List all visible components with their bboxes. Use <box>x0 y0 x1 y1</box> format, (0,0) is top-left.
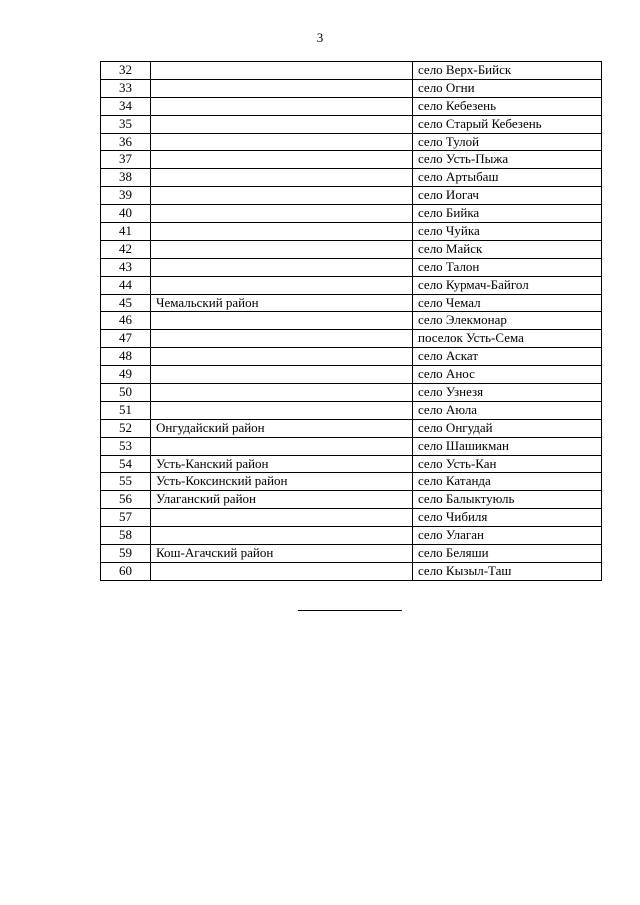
row-number-cell: 50 <box>101 384 151 402</box>
table-row <box>101 115 602 133</box>
table-row <box>101 205 602 223</box>
table-row <box>101 473 602 491</box>
settlement-cell: село Катанда <box>413 473 602 491</box>
table-row <box>101 169 602 187</box>
table-row <box>101 384 602 402</box>
row-number-cell: 51 <box>101 401 151 419</box>
table-row <box>101 133 602 151</box>
table-row <box>101 294 602 312</box>
row-number-cell: 34 <box>101 97 151 115</box>
district-cell <box>151 133 413 151</box>
settlement-cell: село Чемал <box>413 294 602 312</box>
row-number-cell: 38 <box>101 169 151 187</box>
table-row <box>101 97 602 115</box>
settlement-cell: село Онгудай <box>413 419 602 437</box>
settlement-cell: село Чибиля <box>413 509 602 527</box>
district-cell: Усть-Канский район <box>151 455 413 473</box>
settlement-cell: село Кебезень <box>413 97 602 115</box>
settlement-cell: село Майск <box>413 240 602 258</box>
settlements-table-body <box>101 62 602 581</box>
row-number-cell: 58 <box>101 527 151 545</box>
settlements-table <box>100 61 602 581</box>
district-cell <box>151 97 413 115</box>
row-number-cell: 59 <box>101 545 151 563</box>
district-cell <box>151 401 413 419</box>
district-cell <box>151 205 413 223</box>
row-number-cell: 39 <box>101 187 151 205</box>
settlement-cell: село Анос <box>413 366 602 384</box>
table-row <box>101 437 602 455</box>
settlement-cell: село Бийка <box>413 205 602 223</box>
settlement-cell: село Талон <box>413 258 602 276</box>
row-number-cell: 46 <box>101 312 151 330</box>
row-number-cell: 47 <box>101 330 151 348</box>
district-cell <box>151 437 413 455</box>
district-cell <box>151 151 413 169</box>
settlement-cell: село Кызыл-Таш <box>413 562 602 580</box>
table-row <box>101 401 602 419</box>
district-cell <box>151 312 413 330</box>
row-number-cell: 55 <box>101 473 151 491</box>
row-number-cell: 33 <box>101 79 151 97</box>
settlement-cell: село Верх-Бийск <box>413 62 602 80</box>
row-number-cell: 57 <box>101 509 151 527</box>
settlement-cell: поселок Усть-Сема <box>413 330 602 348</box>
closing-rule <box>298 610 402 611</box>
row-number-cell: 60 <box>101 562 151 580</box>
district-cell <box>151 240 413 258</box>
district-cell <box>151 187 413 205</box>
row-number-cell: 35 <box>101 115 151 133</box>
district-cell <box>151 79 413 97</box>
table-row <box>101 79 602 97</box>
settlement-cell: село Аскат <box>413 348 602 366</box>
table-row <box>101 545 602 563</box>
table-row <box>101 419 602 437</box>
district-cell <box>151 169 413 187</box>
table-row <box>101 348 602 366</box>
district-cell: Кош-Агачский район <box>151 545 413 563</box>
district-cell <box>151 62 413 80</box>
row-number-cell: 36 <box>101 133 151 151</box>
table-row <box>101 62 602 80</box>
table-row <box>101 509 602 527</box>
district-cell <box>151 276 413 294</box>
settlement-cell: село Беляши <box>413 545 602 563</box>
settlement-cell: село Улаган <box>413 527 602 545</box>
table-row <box>101 151 602 169</box>
row-number-cell: 43 <box>101 258 151 276</box>
district-cell <box>151 348 413 366</box>
row-number-cell: 53 <box>101 437 151 455</box>
district-cell <box>151 562 413 580</box>
district-cell: Чемальский район <box>151 294 413 312</box>
settlement-cell: село Шашикман <box>413 437 602 455</box>
row-number-cell: 32 <box>101 62 151 80</box>
table-row <box>101 527 602 545</box>
row-number-cell: 44 <box>101 276 151 294</box>
district-cell <box>151 509 413 527</box>
district-cell: Онгудайский район <box>151 419 413 437</box>
settlement-cell: село Усть-Кан <box>413 455 602 473</box>
district-cell <box>151 330 413 348</box>
district-cell: Усть-Коксинский район <box>151 473 413 491</box>
settlement-cell: село Элекмонар <box>413 312 602 330</box>
settlement-cell: село Старый Кебезень <box>413 115 602 133</box>
settlement-cell: село Иогач <box>413 187 602 205</box>
settlement-cell: село Тулой <box>413 133 602 151</box>
settlement-cell: село Узнезя <box>413 384 602 402</box>
district-cell <box>151 115 413 133</box>
settlement-cell: село Усть-Пыжа <box>413 151 602 169</box>
table-row <box>101 562 602 580</box>
settlement-cell: село Балыктуюль <box>413 491 602 509</box>
district-cell <box>151 527 413 545</box>
row-number-cell: 56 <box>101 491 151 509</box>
row-number-cell: 49 <box>101 366 151 384</box>
page-number: 3 <box>316 30 324 45</box>
settlement-cell: село Аюла <box>413 401 602 419</box>
table-row <box>101 491 602 509</box>
row-number-cell: 52 <box>101 419 151 437</box>
settlement-cell: село Чуйка <box>413 223 602 241</box>
table-row <box>101 258 602 276</box>
row-number-cell: 54 <box>101 455 151 473</box>
table-row <box>101 330 602 348</box>
district-cell <box>151 384 413 402</box>
table-row <box>101 366 602 384</box>
row-number-cell: 48 <box>101 348 151 366</box>
row-number-cell: 40 <box>101 205 151 223</box>
table-row <box>101 240 602 258</box>
table-row <box>101 187 602 205</box>
district-cell <box>151 258 413 276</box>
row-number-cell: 37 <box>101 151 151 169</box>
row-number-cell: 42 <box>101 240 151 258</box>
row-number-cell: 41 <box>101 223 151 241</box>
settlement-cell: село Огни <box>413 79 602 97</box>
district-cell <box>151 366 413 384</box>
district-cell <box>151 223 413 241</box>
district-cell: Улаганский район <box>151 491 413 509</box>
row-number-cell: 45 <box>101 294 151 312</box>
settlement-cell: село Артыбаш <box>413 169 602 187</box>
table-row <box>101 455 602 473</box>
table-row <box>101 223 602 241</box>
table-row <box>101 276 602 294</box>
settlement-cell: село Курмач-Байгол <box>413 276 602 294</box>
table-row <box>101 312 602 330</box>
